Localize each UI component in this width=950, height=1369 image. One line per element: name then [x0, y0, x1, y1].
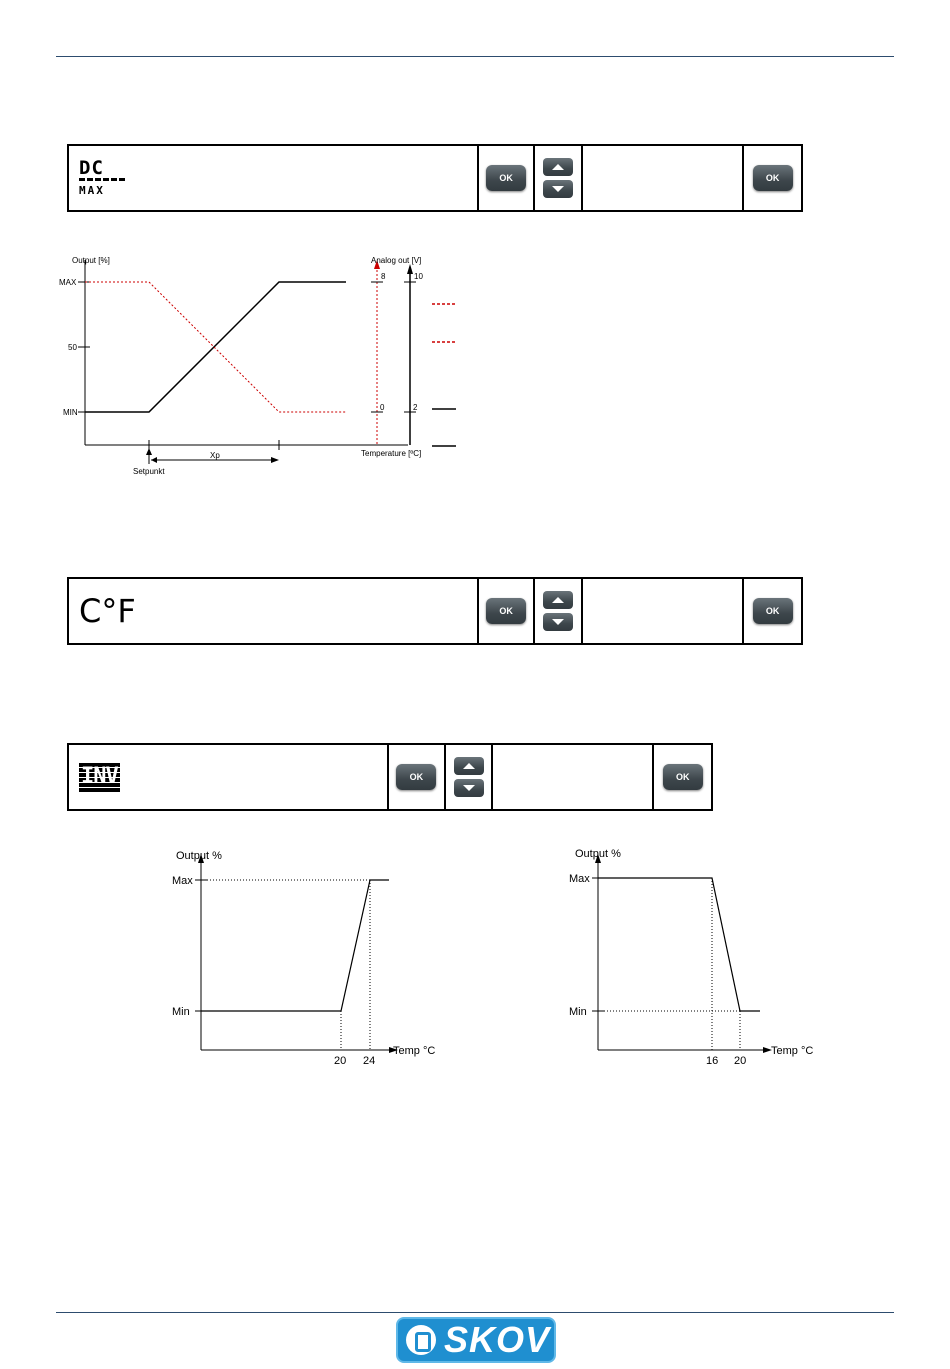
tick-label-10v: 10	[414, 272, 423, 281]
arrow-up-button[interactable]	[543, 158, 573, 176]
inverse-sequence	[67, 743, 713, 811]
arrows-cell-1	[535, 146, 583, 210]
dc-max-icon-cell	[69, 146, 479, 210]
ok-button[interactable]: OK	[663, 764, 703, 790]
ok-button[interactable]: OK	[396, 764, 436, 790]
value-cell-1	[583, 146, 744, 210]
tick-label-min: Min	[569, 1006, 587, 1018]
arrows-cell-2	[535, 579, 583, 643]
output-analog-chart	[58, 252, 478, 482]
dc-max-sequence	[67, 144, 803, 212]
series-falling	[598, 878, 760, 1011]
arrow-down-icon	[463, 785, 475, 791]
tick-label-2v: 2	[413, 403, 418, 412]
ok-cell-4	[744, 579, 801, 643]
value-cell-3	[493, 745, 654, 809]
series-dashed-red	[85, 282, 346, 412]
arrow-down-button[interactable]	[543, 613, 573, 631]
tick-label-0v: 0	[380, 403, 385, 412]
y-axis-label: Output [%]	[72, 256, 110, 265]
ok-button[interactable]: OK	[486, 165, 526, 191]
arrows-cell-3	[446, 745, 494, 809]
ok-cell-2	[744, 146, 801, 210]
series-solid-black	[85, 282, 346, 412]
arrow-down-button[interactable]	[543, 180, 573, 198]
arrow-up-icon	[552, 164, 564, 170]
analog-axis-black-arrow	[407, 264, 413, 274]
arrow-up-button[interactable]	[454, 757, 484, 775]
y-axis-label: Output %	[575, 848, 621, 860]
xp-arrow-tail	[151, 457, 157, 463]
analog-axis-label: Analog out [V]	[371, 256, 422, 265]
ok-cell-6	[654, 745, 711, 809]
arrow-down-icon	[552, 619, 564, 625]
temp-unit-sequence	[67, 577, 803, 645]
dc-max-icon: DC MAX	[79, 160, 125, 196]
arrow-buttons	[454, 757, 484, 797]
x-axis-label: Temp °C	[771, 1045, 814, 1057]
inverse-icon: INV	[79, 762, 120, 792]
temp-unit-icon-cell	[69, 579, 479, 643]
ok-button[interactable]: OK	[753, 598, 793, 624]
tick-label-max: Max	[569, 873, 590, 885]
chart-legend	[430, 296, 460, 456]
ok-cell-5	[389, 745, 446, 809]
header-rule	[56, 56, 894, 57]
arrow-up-button[interactable]	[543, 591, 573, 609]
tick-label-8v: 8	[381, 272, 386, 281]
skov-logo	[396, 1317, 556, 1363]
series-rising	[201, 880, 389, 1011]
ok-button[interactable]: OK	[753, 165, 793, 191]
arrow-up-icon	[552, 597, 564, 603]
inverse-icon-cell	[69, 745, 389, 809]
skov-logo-text: SKOV	[444, 1319, 551, 1360]
output-falling-chart	[566, 846, 846, 1071]
y-axis-label: Output %	[176, 850, 222, 862]
footer-rule	[56, 1312, 894, 1313]
tick-label-max: Max	[172, 875, 193, 887]
ok-button[interactable]: OK	[486, 598, 526, 624]
value-cell-2	[583, 579, 744, 643]
tick-label-20: 20	[334, 1055, 347, 1067]
tick-label-min: Min	[172, 1006, 190, 1018]
tick-label-50: 50	[68, 343, 77, 352]
arrow-buttons	[543, 591, 573, 631]
tick-label-max: MAX	[59, 278, 77, 287]
arrow-up-icon	[463, 763, 475, 769]
xp-arrow-head	[271, 457, 279, 463]
arrow-buttons	[543, 158, 573, 198]
tick-label-min: MIN	[63, 408, 78, 417]
arrow-down-button[interactable]	[454, 779, 484, 797]
ok-cell-1	[479, 146, 536, 210]
x-axis-label: Temp °C	[393, 1045, 436, 1057]
tick-label-24: 24	[363, 1055, 376, 1067]
tick-label-20: 20	[734, 1055, 747, 1067]
output-rising-chart	[168, 846, 448, 1071]
tick-label-16: 16	[706, 1055, 719, 1067]
xp-label: Xp	[210, 451, 220, 460]
ok-cell-3	[479, 579, 536, 643]
x-axis-label: Temperature [ºC]	[361, 449, 422, 458]
setpoint-arrow-head	[146, 448, 152, 455]
arrow-down-icon	[552, 186, 564, 192]
temp-unit-icon: C°F	[79, 592, 136, 630]
setpoint-label: Setpunkt	[133, 467, 165, 476]
skov-logo-icon	[406, 1325, 436, 1355]
